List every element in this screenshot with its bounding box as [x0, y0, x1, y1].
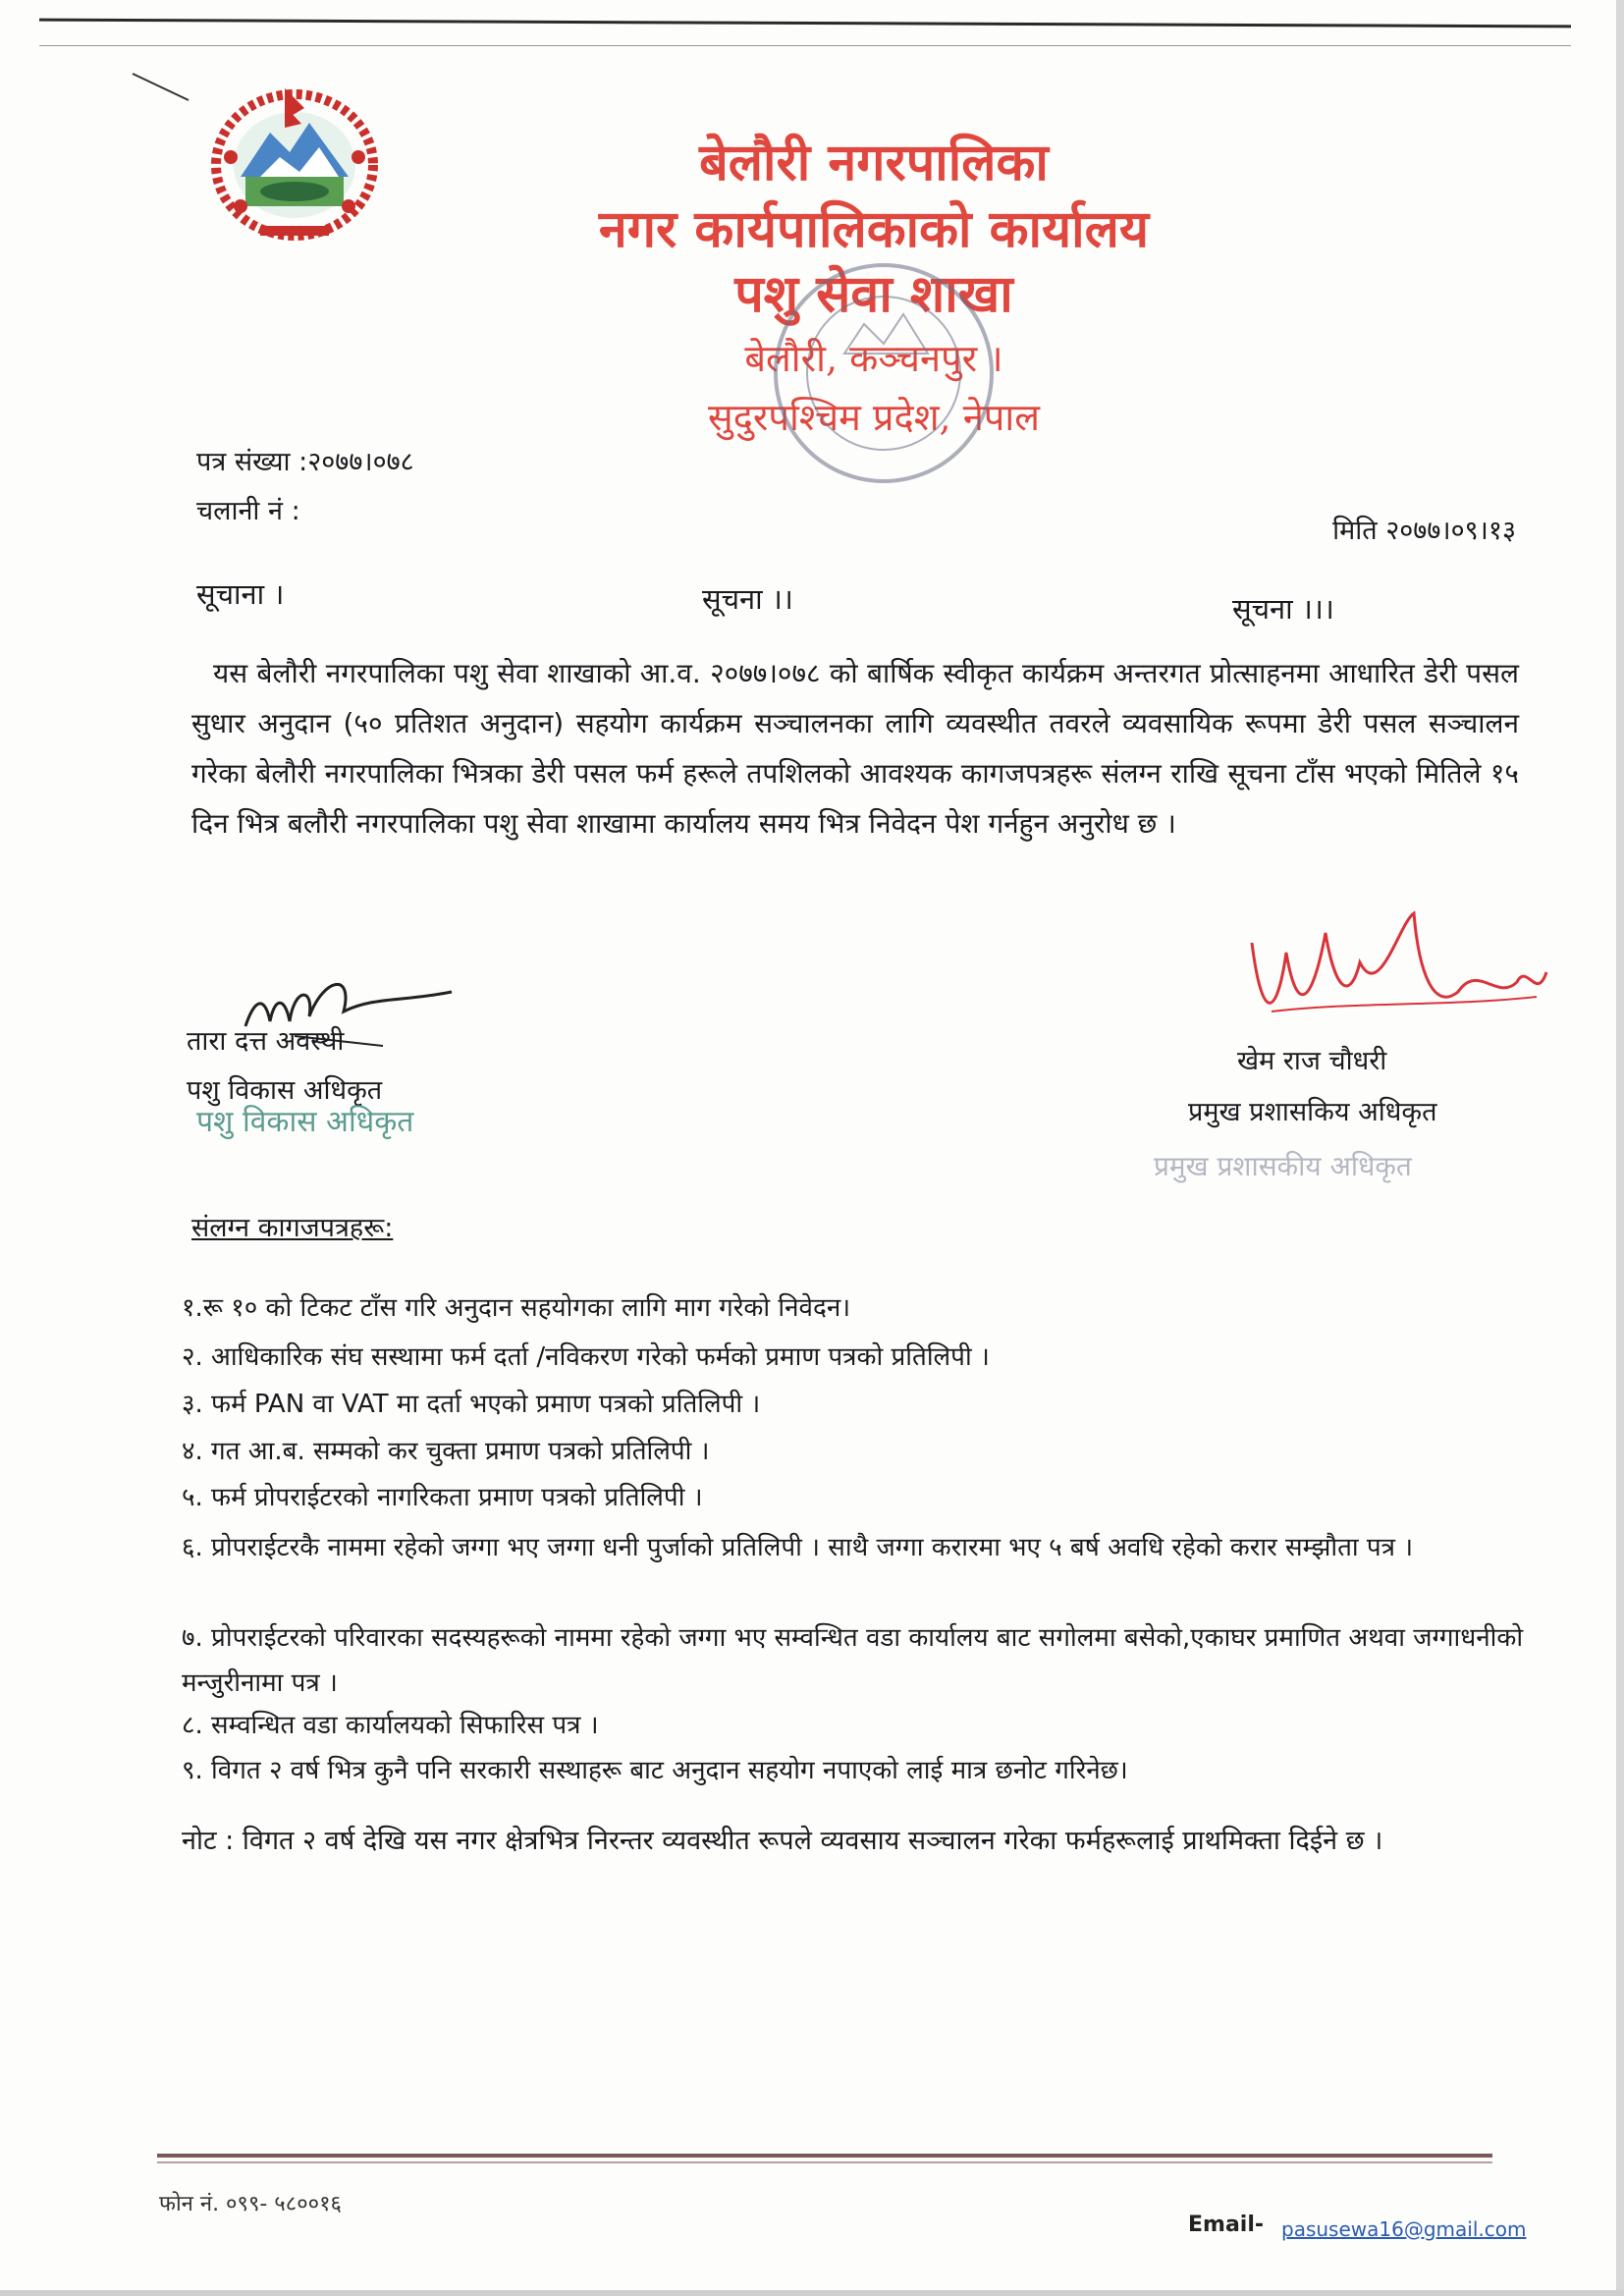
attachment-item: ३. फर्म PAN वा VAT मा दर्ता भएको प्रमाण पत्रको प्रतिलिपी ।: [182, 1390, 761, 1419]
attachment-item: ७. प्रोपराईटरको परिवारका सदस्यहरूको नाममा रहेको जग्गा भए सम्वन्धित वडा कार्यालय बाट सगोलमा बसेको,एकाघर प्रमाणित अथवा जग्गाधनीको मन्जुरीनामा पत्र ।: [182, 1623, 1524, 1698]
footer-divider: [157, 2154, 1492, 2158]
attachment-item: ४. गत आ.ब. सम्मको कर चुक्ता प्रमाण पत्रको प्रतिलिपी ।: [182, 1437, 710, 1466]
letterhead-address: बेलौरी, कञ्चनपुर ।: [744, 337, 1003, 380]
office-seal-icon: [766, 255, 1001, 491]
letterhead-province: सुदुरपश्चिम प्रदेश, नेपाल: [708, 396, 1040, 439]
scan-border-right: [1616, 0, 1624, 2296]
footer-phone: फोन नं. ०९९- ५८००१६: [159, 2192, 342, 2216]
letterhead-office: नगर कार्यपालिकाको कार्यालय: [598, 199, 1150, 259]
note-text: नोट : विगत २ वर्ष देखि यस नगर क्षेत्रभित्र निरन्तर व्यवस्थीत रूपले व्यवसाय सञ्चालन गरेका फर्महरूलाई प्राथमिक्ता दिईने छ ।: [182, 1826, 1383, 1856]
letterhead-municipality: बेलौरी नगरपालिका: [699, 133, 1049, 192]
dispatch-number: चलानी नं :: [196, 496, 300, 526]
notice-title-3: सूचना ।।।: [1232, 592, 1334, 626]
footer-email-label: Email-: [1188, 2213, 1265, 2237]
attachments-heading: संलग्न कागजपत्रहरू:: [191, 1213, 394, 1243]
notice-title-2: सूचना ।।: [702, 582, 793, 616]
nepal-emblem-icon: [201, 79, 388, 255]
attachment-item: १.रू १० को टिकट टाँस गरि अनुदान सहयोगका लागि माग गरेको निवेदन।: [182, 1293, 851, 1323]
pen-mark-icon: [128, 69, 196, 108]
scan-border-bottom: [0, 2290, 1624, 2296]
notice-title-1: सूचाना ।: [196, 577, 285, 611]
attachment-item: ५. फर्म प्रोपराईटरको नागरिकता प्रमाण पत्रको प्रतिलिपी ।: [182, 1483, 703, 1512]
attachment-item: ९. विगत २ वर्ष भित्र कुनै पनि सरकारी सस्थाहरू बाट अनुदान सहयोग नपाएको लाई मात्र छनोट गरिनेछ।: [182, 1756, 1128, 1785]
scan-border-top: [39, 19, 1571, 28]
right-signatory-title: प्रमुख प्रशासकिय अधिकृत: [1188, 1097, 1437, 1127]
notice-body: यस बेलौरी नगरपालिका पशु सेवा शाखाको आ.व. २०७७।०७८ को बार्षिक स्वीकृत कार्यक्रम अन्तरगत प्रोत्साहनमा आधारित डेरी पसल सुधार अनुदान (५० प्रतिशत अनुदान) सहयोग कार्यक्रम सञ्चालनका लागि व्यवस्थीत तवरले व्यवसायिक रूपमा डेरी पसल सञ्चालन गरेका बेलौरी नगरपालिका भित्रका डेरी पसल फर्म हरूले तपशिलको आवश्यक कागजपत्रहरू संलग्न राखि सूचना टाँस भएको मितिले १५ दिन भित्र बलौरी नगरपालिका पशु सेवा शाखामा कार्यालय समय भित्र निवेदन पेश गर्नहुन अनुरोध छ ।: [191, 657, 1519, 840]
signature-right: [1232, 903, 1556, 1051]
footer-email-link[interactable]: pasusewa16@gmail.com: [1281, 2217, 1527, 2241]
letter-date: मिति २०७७।०९।१३: [1332, 516, 1516, 546]
letter-reference-number: पत्र संख्या :२०७७।०७८: [196, 447, 414, 477]
left-signatory-title: पशु विकास अधिकृत: [187, 1075, 383, 1106]
footer-divider-thin: [157, 2161, 1492, 2163]
right-signatory-stamp: प्रमुख प्रशासकीय अधिकृत: [1154, 1150, 1412, 1182]
right-signatory-name: खेम राज चौधरी: [1237, 1046, 1387, 1076]
letterhead-section: पशु सेवा शाखा: [734, 264, 1013, 324]
attachment-item: ६. प्रोपराईटरकै नाममा रहेको जग्गा भए जग्गा धनी पुर्जाको प्रतिलिपी । साथै जग्गा करारमा भए ५ बर्ष अवधि रहेको करार सम्झौता पत्र ।: [182, 1533, 1414, 1562]
left-signatory-stamp: पशु विकास अधिकृत: [196, 1105, 414, 1139]
left-signatory-name: तारा दत्त अवस्थी: [187, 1026, 345, 1057]
scan-border-top-thin: [39, 45, 1571, 46]
attachment-item: २. आधिकारिक संघ सस्थामा फर्म दर्ता /नविकरण गरेको फर्मको प्रमाण पत्रको प्रतिलिपी ।: [182, 1342, 990, 1372]
attachment-item: ८. सम्वन्धित वडा कार्यालयको सिफारिस पत्र ।: [182, 1711, 599, 1740]
